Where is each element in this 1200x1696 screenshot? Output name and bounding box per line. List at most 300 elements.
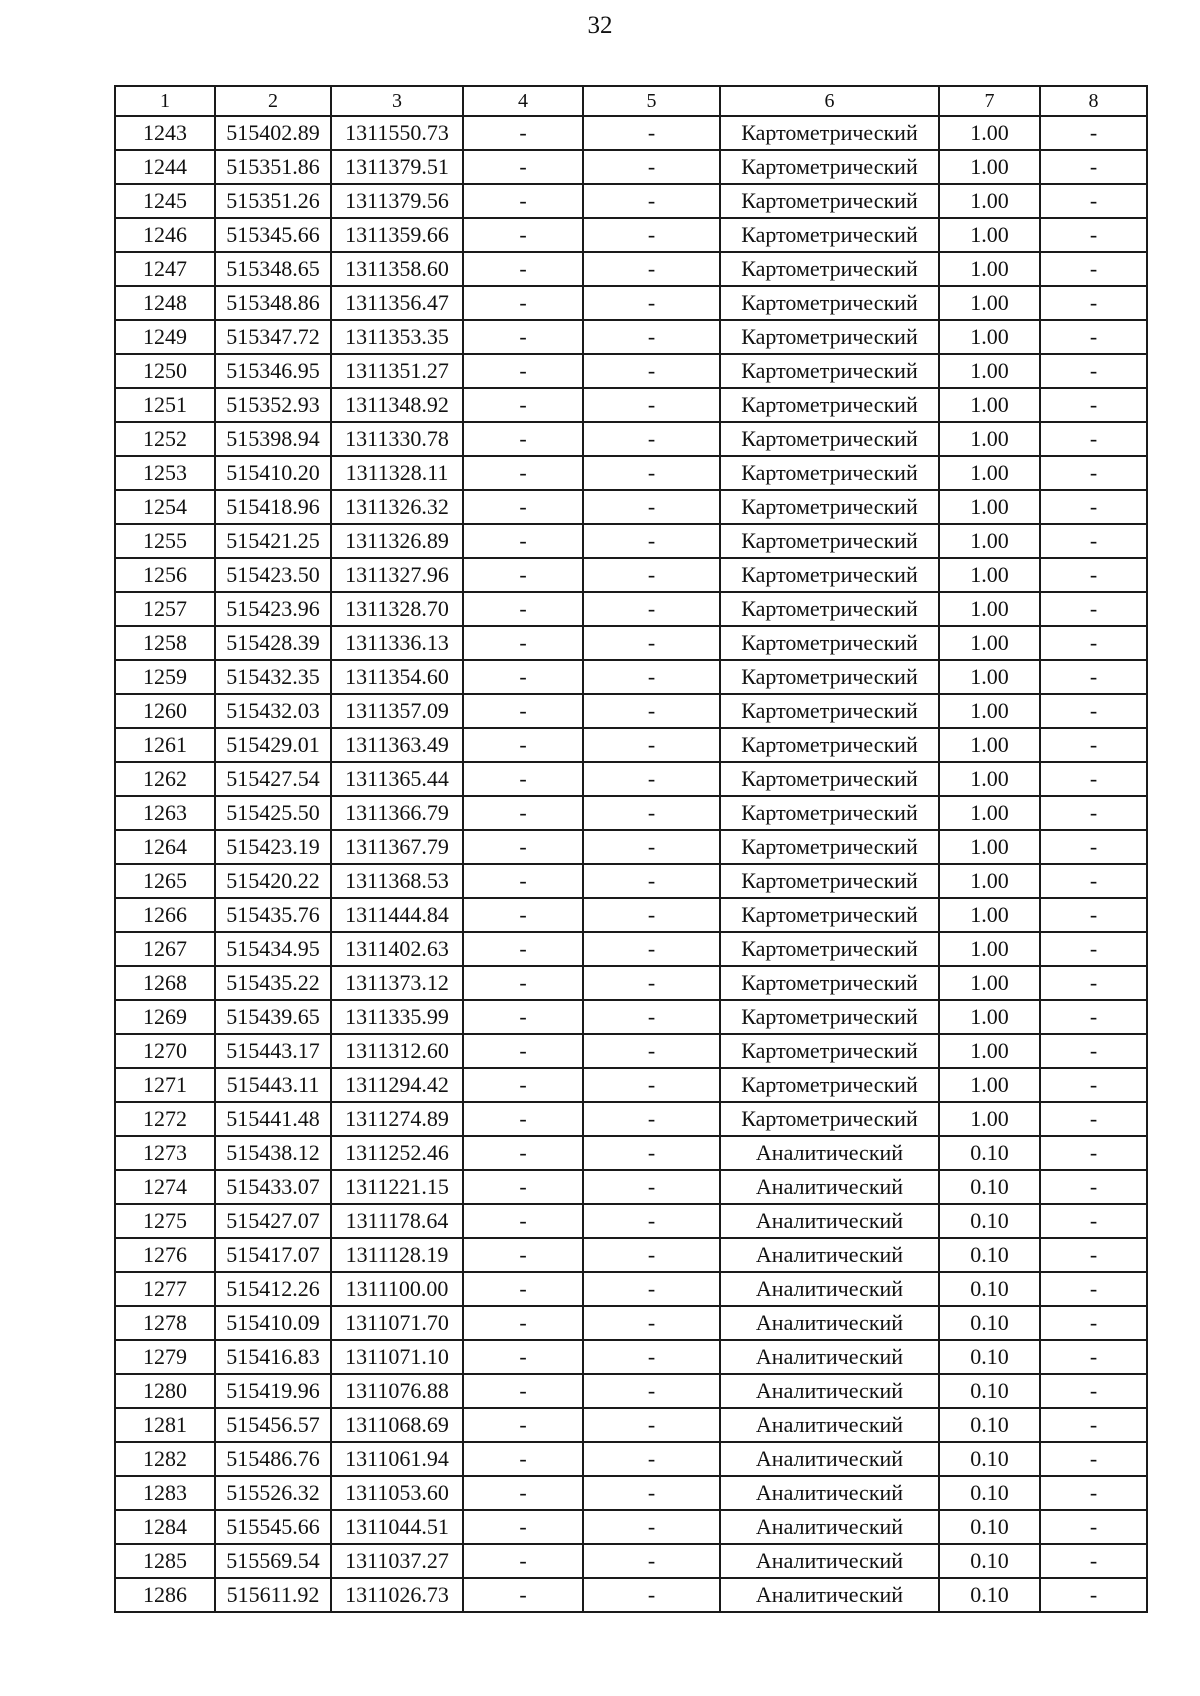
cell-accuracy: 1.00 <box>939 1034 1040 1068</box>
cell-col-8: - <box>1040 1136 1147 1170</box>
cell-col-5: - <box>583 1442 720 1476</box>
cell-col-5: - <box>583 592 720 626</box>
cell-method: Картометрический <box>720 830 939 864</box>
cell-col-4: - <box>463 286 583 320</box>
cell-x-coordinate: 515434.95 <box>215 932 331 966</box>
cell-method: Аналитический <box>720 1306 939 1340</box>
cell-accuracy: 1.00 <box>939 898 1040 932</box>
cell-x-coordinate: 515428.39 <box>215 626 331 660</box>
cell-y-coordinate: 1311026.73 <box>331 1578 463 1612</box>
cell-col-5: - <box>583 694 720 728</box>
table-row <box>115 116 1147 150</box>
table-header <box>115 86 1147 116</box>
cell-x-coordinate: 515346.95 <box>215 354 331 388</box>
cell-col-8: - <box>1040 762 1147 796</box>
cell-point-number: 1285 <box>115 1544 215 1578</box>
cell-y-coordinate: 1311335.99 <box>331 1000 463 1034</box>
cell-accuracy: 1.00 <box>939 150 1040 184</box>
cell-y-coordinate: 1311327.96 <box>331 558 463 592</box>
cell-method: Картометрический <box>720 456 939 490</box>
cell-col-4: - <box>463 694 583 728</box>
cell-method: Картометрический <box>720 388 939 422</box>
cell-col-8: - <box>1040 388 1147 422</box>
cell-method: Картометрический <box>720 796 939 830</box>
table-row <box>115 1102 1147 1136</box>
cell-col-4: - <box>463 558 583 592</box>
table-row <box>115 320 1147 354</box>
cell-point-number: 1273 <box>115 1136 215 1170</box>
cell-col-8: - <box>1040 218 1147 252</box>
cell-method: Аналитический <box>720 1544 939 1578</box>
cell-point-number: 1267 <box>115 932 215 966</box>
cell-method: Картометрический <box>720 116 939 150</box>
cell-col-8: - <box>1040 1000 1147 1034</box>
cell-x-coordinate: 515345.66 <box>215 218 331 252</box>
cell-col-8: - <box>1040 184 1147 218</box>
cell-accuracy: 1.00 <box>939 1102 1040 1136</box>
cell-col-4: - <box>463 456 583 490</box>
cell-col-5: - <box>583 1170 720 1204</box>
cell-point-number: 1281 <box>115 1408 215 1442</box>
cell-col-4: - <box>463 218 583 252</box>
cell-x-coordinate: 515419.96 <box>215 1374 331 1408</box>
table-row <box>115 830 1147 864</box>
cell-col-8: - <box>1040 1170 1147 1204</box>
cell-col-4: - <box>463 1340 583 1374</box>
cell-col-8: - <box>1040 456 1147 490</box>
cell-accuracy: 1.00 <box>939 932 1040 966</box>
table-row <box>115 1442 1147 1476</box>
cell-col-5: - <box>583 796 720 830</box>
table-row <box>115 558 1147 592</box>
cell-accuracy: 1.00 <box>939 116 1040 150</box>
cell-y-coordinate: 1311076.88 <box>331 1374 463 1408</box>
cell-point-number: 1249 <box>115 320 215 354</box>
cell-col-4: - <box>463 1136 583 1170</box>
cell-accuracy: 1.00 <box>939 456 1040 490</box>
cell-col-8: - <box>1040 422 1147 456</box>
cell-y-coordinate: 1311365.44 <box>331 762 463 796</box>
cell-x-coordinate: 515486.76 <box>215 1442 331 1476</box>
cell-col-4: - <box>463 830 583 864</box>
cell-col-5: - <box>583 286 720 320</box>
cell-x-coordinate: 515412.26 <box>215 1272 331 1306</box>
cell-method: Картометрический <box>720 218 939 252</box>
table-row <box>115 762 1147 796</box>
cell-method: Картометрический <box>720 422 939 456</box>
cell-col-8: - <box>1040 1068 1147 1102</box>
cell-point-number: 1278 <box>115 1306 215 1340</box>
cell-col-8: - <box>1040 932 1147 966</box>
cell-col-5: - <box>583 1272 720 1306</box>
cell-accuracy: 1.00 <box>939 320 1040 354</box>
cell-method: Аналитический <box>720 1340 939 1374</box>
cell-point-number: 1272 <box>115 1102 215 1136</box>
cell-col-8: - <box>1040 1272 1147 1306</box>
coordinates-table <box>114 85 1148 1613</box>
cell-point-number: 1247 <box>115 252 215 286</box>
cell-point-number: 1252 <box>115 422 215 456</box>
cell-col-4: - <box>463 762 583 796</box>
cell-point-number: 1254 <box>115 490 215 524</box>
cell-point-number: 1270 <box>115 1034 215 1068</box>
cell-method: Картометрический <box>720 150 939 184</box>
header-row <box>115 86 1147 116</box>
cell-x-coordinate: 515420.22 <box>215 864 331 898</box>
cell-col-8: - <box>1040 524 1147 558</box>
cell-col-5: - <box>583 320 720 354</box>
cell-accuracy: 1.00 <box>939 592 1040 626</box>
cell-col-8: - <box>1040 1204 1147 1238</box>
cell-x-coordinate: 515423.50 <box>215 558 331 592</box>
cell-col-8: - <box>1040 830 1147 864</box>
cell-accuracy: 1.00 <box>939 1000 1040 1034</box>
cell-y-coordinate: 1311359.66 <box>331 218 463 252</box>
cell-col-8: - <box>1040 1578 1147 1612</box>
cell-accuracy: 0.10 <box>939 1374 1040 1408</box>
cell-col-4: - <box>463 1544 583 1578</box>
cell-col-5: - <box>583 1204 720 1238</box>
cell-col-4: - <box>463 1000 583 1034</box>
cell-col-8: - <box>1040 864 1147 898</box>
header-cell: 2 <box>215 86 331 116</box>
cell-method: Картометрический <box>720 728 939 762</box>
cell-col-4: - <box>463 864 583 898</box>
cell-y-coordinate: 1311353.35 <box>331 320 463 354</box>
cell-col-8: - <box>1040 626 1147 660</box>
cell-x-coordinate: 515429.01 <box>215 728 331 762</box>
cell-y-coordinate: 1311354.60 <box>331 660 463 694</box>
cell-y-coordinate: 1311037.27 <box>331 1544 463 1578</box>
cell-x-coordinate: 515438.12 <box>215 1136 331 1170</box>
cell-y-coordinate: 1311044.51 <box>331 1510 463 1544</box>
cell-col-4: - <box>463 592 583 626</box>
cell-accuracy: 1.00 <box>939 626 1040 660</box>
cell-method: Картометрический <box>720 864 939 898</box>
cell-col-4: - <box>463 728 583 762</box>
cell-col-8: - <box>1040 1306 1147 1340</box>
cell-y-coordinate: 1311363.49 <box>331 728 463 762</box>
cell-accuracy: 1.00 <box>939 966 1040 1000</box>
cell-y-coordinate: 1311178.64 <box>331 1204 463 1238</box>
table-row <box>115 1204 1147 1238</box>
table-row <box>115 456 1147 490</box>
cell-method: Аналитический <box>720 1136 939 1170</box>
cell-point-number: 1243 <box>115 116 215 150</box>
cell-point-number: 1274 <box>115 1170 215 1204</box>
cell-x-coordinate: 515348.86 <box>215 286 331 320</box>
cell-col-5: - <box>583 558 720 592</box>
cell-point-number: 1266 <box>115 898 215 932</box>
cell-y-coordinate: 1311221.15 <box>331 1170 463 1204</box>
cell-col-5: - <box>583 1578 720 1612</box>
cell-col-5: - <box>583 660 720 694</box>
cell-method: Картометрический <box>720 1000 939 1034</box>
cell-x-coordinate: 515427.54 <box>215 762 331 796</box>
cell-col-4: - <box>463 1102 583 1136</box>
cell-method: Аналитический <box>720 1170 939 1204</box>
cell-col-5: - <box>583 456 720 490</box>
cell-y-coordinate: 1311444.84 <box>331 898 463 932</box>
cell-x-coordinate: 515432.03 <box>215 694 331 728</box>
cell-point-number: 1279 <box>115 1340 215 1374</box>
table-row <box>115 660 1147 694</box>
cell-x-coordinate: 515423.96 <box>215 592 331 626</box>
cell-col-4: - <box>463 966 583 1000</box>
cell-accuracy: 1.00 <box>939 422 1040 456</box>
cell-method: Картометрический <box>720 524 939 558</box>
cell-accuracy: 0.10 <box>939 1408 1040 1442</box>
table-row <box>115 1374 1147 1408</box>
cell-method: Картометрический <box>720 490 939 524</box>
table-row <box>115 286 1147 320</box>
cell-col-8: - <box>1040 1408 1147 1442</box>
cell-x-coordinate: 515410.20 <box>215 456 331 490</box>
cell-y-coordinate: 1311252.46 <box>331 1136 463 1170</box>
cell-method: Аналитический <box>720 1578 939 1612</box>
cell-y-coordinate: 1311061.94 <box>331 1442 463 1476</box>
cell-accuracy: 1.00 <box>939 218 1040 252</box>
cell-col-5: - <box>583 966 720 1000</box>
cell-y-coordinate: 1311379.56 <box>331 184 463 218</box>
cell-method: Аналитический <box>720 1476 939 1510</box>
cell-method: Аналитический <box>720 1238 939 1272</box>
cell-point-number: 1253 <box>115 456 215 490</box>
cell-col-5: - <box>583 762 720 796</box>
cell-col-4: - <box>463 1306 583 1340</box>
cell-point-number: 1259 <box>115 660 215 694</box>
cell-accuracy: 0.10 <box>939 1544 1040 1578</box>
cell-col-4: - <box>463 1476 583 1510</box>
table-row <box>115 864 1147 898</box>
table-row <box>115 1068 1147 1102</box>
cell-method: Картометрический <box>720 660 939 694</box>
cell-accuracy: 1.00 <box>939 490 1040 524</box>
cell-col-4: - <box>463 1238 583 1272</box>
cell-x-coordinate: 515410.09 <box>215 1306 331 1340</box>
cell-method: Картометрический <box>720 966 939 1000</box>
cell-x-coordinate: 515417.07 <box>215 1238 331 1272</box>
cell-point-number: 1258 <box>115 626 215 660</box>
table-row <box>115 1000 1147 1034</box>
cell-col-8: - <box>1040 1238 1147 1272</box>
cell-point-number: 1275 <box>115 1204 215 1238</box>
cell-col-4: - <box>463 1510 583 1544</box>
cell-method: Картометрический <box>720 558 939 592</box>
cell-accuracy: 0.10 <box>939 1340 1040 1374</box>
cell-col-5: - <box>583 1340 720 1374</box>
cell-point-number: 1283 <box>115 1476 215 1510</box>
cell-x-coordinate: 515526.32 <box>215 1476 331 1510</box>
cell-col-5: - <box>583 388 720 422</box>
cell-accuracy: 0.10 <box>939 1306 1040 1340</box>
table-row <box>115 1034 1147 1068</box>
cell-method: Картометрический <box>720 184 939 218</box>
table-row <box>115 1408 1147 1442</box>
cell-y-coordinate: 1311373.12 <box>331 966 463 1000</box>
table-row <box>115 898 1147 932</box>
cell-accuracy: 1.00 <box>939 830 1040 864</box>
cell-col-5: - <box>583 1102 720 1136</box>
cell-accuracy: 1.00 <box>939 354 1040 388</box>
table-row <box>115 252 1147 286</box>
cell-accuracy: 1.00 <box>939 252 1040 286</box>
cell-accuracy: 1.00 <box>939 694 1040 728</box>
cell-x-coordinate: 515441.48 <box>215 1102 331 1136</box>
cell-x-coordinate: 515439.65 <box>215 1000 331 1034</box>
cell-col-5: - <box>583 524 720 558</box>
cell-method: Картометрический <box>720 320 939 354</box>
cell-method: Картометрический <box>720 898 939 932</box>
cell-point-number: 1248 <box>115 286 215 320</box>
table-row <box>115 1544 1147 1578</box>
cell-col-8: - <box>1040 252 1147 286</box>
cell-y-coordinate: 1311379.51 <box>331 150 463 184</box>
header-cell: 1 <box>115 86 215 116</box>
cell-accuracy: 0.10 <box>939 1136 1040 1170</box>
table-row <box>115 524 1147 558</box>
cell-col-4: - <box>463 1068 583 1102</box>
cell-point-number: 1260 <box>115 694 215 728</box>
cell-col-8: - <box>1040 1340 1147 1374</box>
cell-col-8: - <box>1040 728 1147 762</box>
cell-x-coordinate: 515347.72 <box>215 320 331 354</box>
table-row <box>115 422 1147 456</box>
cell-col-8: - <box>1040 116 1147 150</box>
table-row <box>115 218 1147 252</box>
table-row <box>115 1510 1147 1544</box>
cell-method: Картометрический <box>720 252 939 286</box>
cell-col-4: - <box>463 1578 583 1612</box>
cell-y-coordinate: 1311358.60 <box>331 252 463 286</box>
cell-col-5: - <box>583 728 720 762</box>
cell-accuracy: 1.00 <box>939 864 1040 898</box>
cell-y-coordinate: 1311357.09 <box>331 694 463 728</box>
cell-col-8: - <box>1040 558 1147 592</box>
cell-col-8: - <box>1040 1034 1147 1068</box>
cell-method: Аналитический <box>720 1272 939 1306</box>
cell-method: Аналитический <box>720 1204 939 1238</box>
cell-accuracy: 0.10 <box>939 1272 1040 1306</box>
table-row <box>115 1238 1147 1272</box>
cell-x-coordinate: 515432.35 <box>215 660 331 694</box>
cell-col-8: - <box>1040 660 1147 694</box>
cell-method: Картометрический <box>720 1068 939 1102</box>
table-row <box>115 184 1147 218</box>
cell-x-coordinate: 515569.54 <box>215 1544 331 1578</box>
cell-method: Картометрический <box>720 286 939 320</box>
cell-col-5: - <box>583 1476 720 1510</box>
cell-y-coordinate: 1311336.13 <box>331 626 463 660</box>
cell-y-coordinate: 1311348.92 <box>331 388 463 422</box>
cell-col-4: - <box>463 524 583 558</box>
cell-accuracy: 0.10 <box>939 1238 1040 1272</box>
cell-col-8: - <box>1040 592 1147 626</box>
cell-point-number: 1271 <box>115 1068 215 1102</box>
cell-y-coordinate: 1311328.11 <box>331 456 463 490</box>
cell-accuracy: 0.10 <box>939 1442 1040 1476</box>
cell-col-8: - <box>1040 1374 1147 1408</box>
cell-method: Аналитический <box>720 1408 939 1442</box>
table-row <box>115 694 1147 728</box>
cell-y-coordinate: 1311550.73 <box>331 116 463 150</box>
cell-y-coordinate: 1311402.63 <box>331 932 463 966</box>
table-row <box>115 966 1147 1000</box>
table-row <box>115 490 1147 524</box>
cell-col-8: - <box>1040 1510 1147 1544</box>
cell-accuracy: 1.00 <box>939 286 1040 320</box>
cell-x-coordinate: 515611.92 <box>215 1578 331 1612</box>
table-row <box>115 932 1147 966</box>
cell-col-5: - <box>583 218 720 252</box>
cell-y-coordinate: 1311326.89 <box>331 524 463 558</box>
cell-y-coordinate: 1311294.42 <box>331 1068 463 1102</box>
cell-accuracy: 0.10 <box>939 1510 1040 1544</box>
cell-point-number: 1244 <box>115 150 215 184</box>
cell-y-coordinate: 1311351.27 <box>331 354 463 388</box>
cell-col-5: - <box>583 1068 720 1102</box>
cell-col-5: - <box>583 1238 720 1272</box>
cell-point-number: 1276 <box>115 1238 215 1272</box>
cell-accuracy: 0.10 <box>939 1170 1040 1204</box>
cell-y-coordinate: 1311100.00 <box>331 1272 463 1306</box>
cell-col-5: - <box>583 932 720 966</box>
table-body <box>115 116 1147 1612</box>
cell-y-coordinate: 1311274.89 <box>331 1102 463 1136</box>
cell-col-4: - <box>463 422 583 456</box>
cell-point-number: 1251 <box>115 388 215 422</box>
cell-x-coordinate: 515421.25 <box>215 524 331 558</box>
cell-accuracy: 1.00 <box>939 728 1040 762</box>
cell-col-5: - <box>583 1136 720 1170</box>
cell-accuracy: 1.00 <box>939 558 1040 592</box>
cell-accuracy: 0.10 <box>939 1578 1040 1612</box>
table-row <box>115 1578 1147 1612</box>
table-row <box>115 728 1147 762</box>
cell-col-8: - <box>1040 1476 1147 1510</box>
cell-col-4: - <box>463 898 583 932</box>
cell-y-coordinate: 1311368.53 <box>331 864 463 898</box>
cell-x-coordinate: 515545.66 <box>215 1510 331 1544</box>
cell-col-5: - <box>583 252 720 286</box>
cell-col-5: - <box>583 184 720 218</box>
cell-accuracy: 1.00 <box>939 1068 1040 1102</box>
cell-accuracy: 1.00 <box>939 388 1040 422</box>
cell-col-4: - <box>463 1408 583 1442</box>
table-row <box>115 1136 1147 1170</box>
cell-col-8: - <box>1040 354 1147 388</box>
cell-col-4: - <box>463 320 583 354</box>
cell-accuracy: 0.10 <box>939 1204 1040 1238</box>
cell-x-coordinate: 515433.07 <box>215 1170 331 1204</box>
table-row <box>115 354 1147 388</box>
cell-col-8: - <box>1040 150 1147 184</box>
cell-point-number: 1277 <box>115 1272 215 1306</box>
cell-col-8: - <box>1040 694 1147 728</box>
header-cell: 8 <box>1040 86 1147 116</box>
cell-x-coordinate: 515443.17 <box>215 1034 331 1068</box>
cell-col-8: - <box>1040 1102 1147 1136</box>
cell-col-8: - <box>1040 966 1147 1000</box>
cell-x-coordinate: 515423.19 <box>215 830 331 864</box>
cell-point-number: 1282 <box>115 1442 215 1476</box>
cell-method: Картометрический <box>720 1102 939 1136</box>
cell-x-coordinate: 515352.93 <box>215 388 331 422</box>
cell-method: Картометрический <box>720 592 939 626</box>
table-row <box>115 1476 1147 1510</box>
table-row <box>115 592 1147 626</box>
cell-method: Картометрический <box>720 1034 939 1068</box>
